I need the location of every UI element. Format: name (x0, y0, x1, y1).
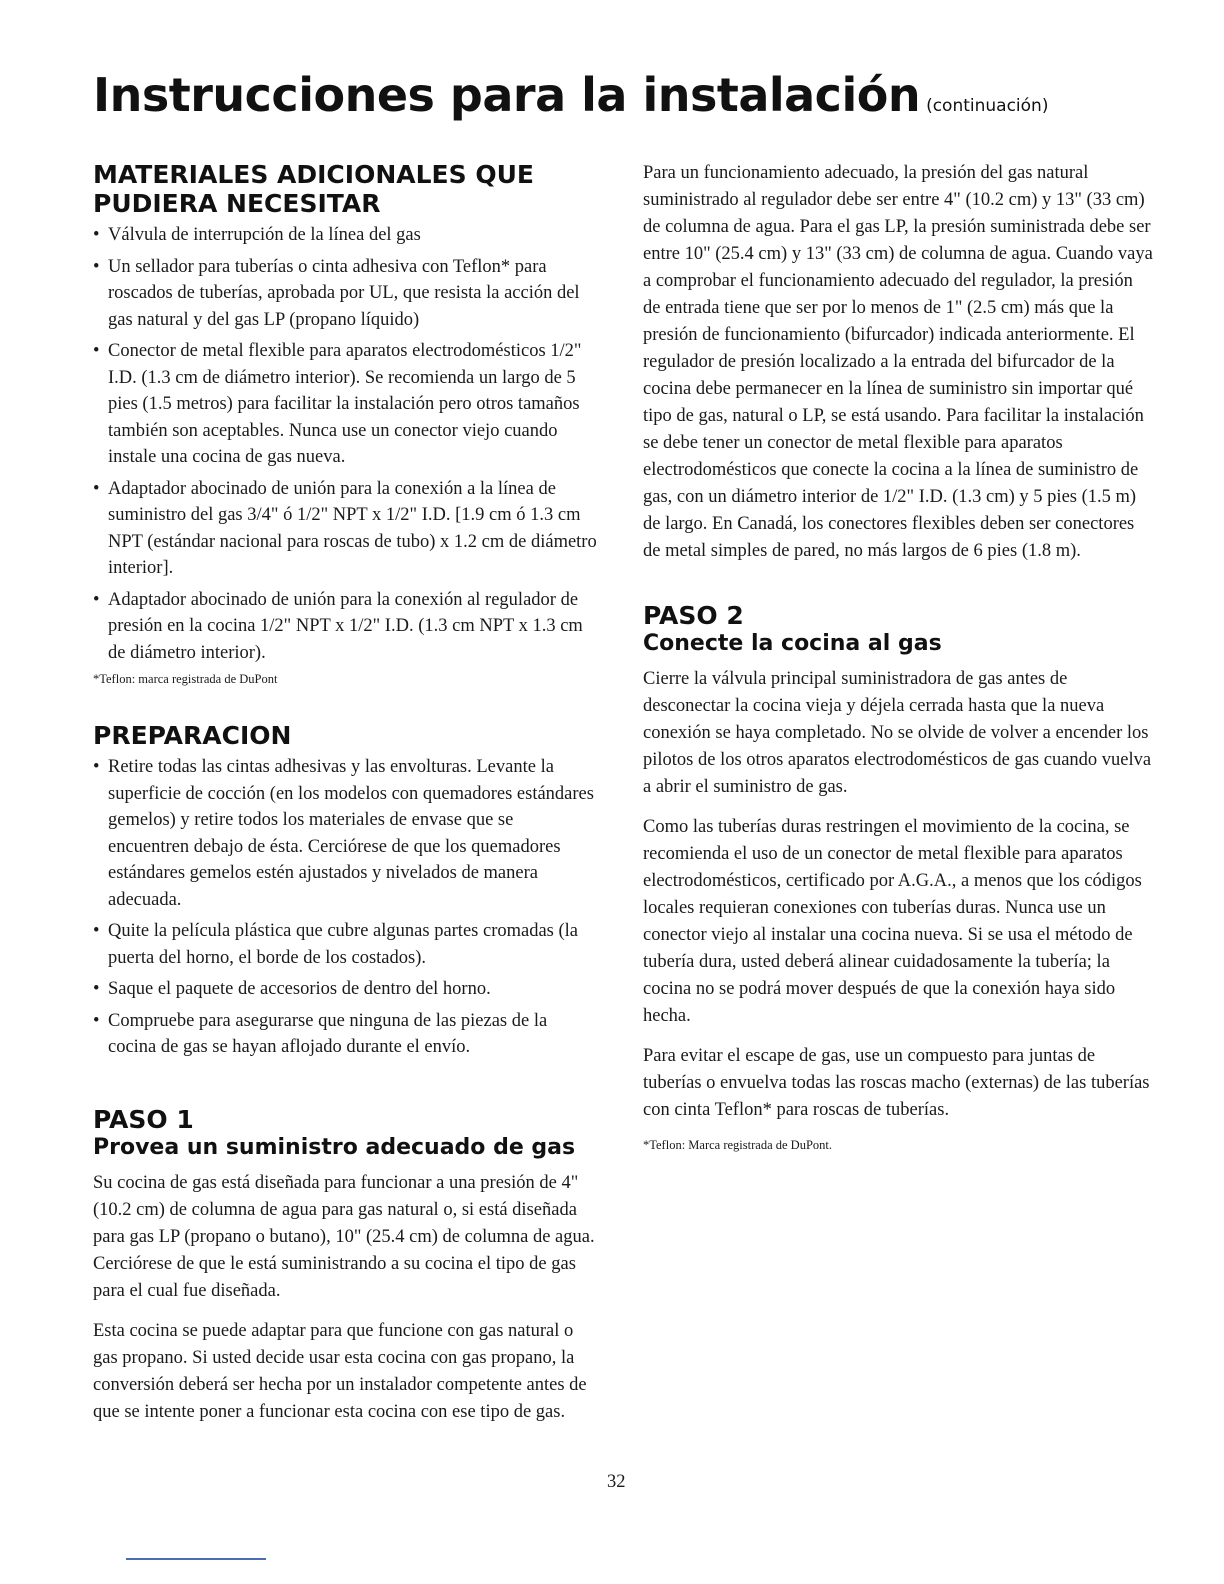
list-item: • Compruebe para asegurarse que ninguna de las piezas de la cocina de gas se hayan aflojado durante el envío. (93, 1008, 598, 1061)
teflon-footnote: *Teflon: Marca registrada de DuPont. (643, 1138, 832, 1152)
left-column (93, 160, 598, 1439)
section-paso-2 (643, 601, 1153, 1153)
list-item: • Saque el paquete de accesorios de dentro del horno. (93, 976, 598, 1003)
page-title (93, 68, 1048, 122)
paso-2-heading: PASO 2 (643, 601, 744, 630)
page-title-main: Instrucciones para la instalación (93, 68, 921, 122)
list-item: • Retire todas las cintas adhesivas y las envolturas. Levante la superficie de cocción (en los modelos con quemadores estándares gemelos) y retire todos los materiales de envase que se encuentren debajo de ésta. Cerciórese de que los quemadores estándares gemelos estén ajustados y nivelados de manera adecuada. (93, 754, 598, 913)
section-materiales (93, 160, 598, 687)
paso-1-heading: PASO 1 (93, 1104, 194, 1134)
preparacion-list (93, 754, 598, 1061)
section-preparacion (93, 721, 598, 1061)
paragraph: Cierre la válvula principal suministradora de gas antes de desconectar la cocina vieja y déjela cerrada hasta que la nueva conexión se haya completado. No se olvide de volver a encender los pilotos de los otros aparatos electrodomésticos de gas cuando vuelva a abrir el suministro de gas. (643, 669, 1152, 797)
teflon-footnote: *Teflon: marca registrada de DuPont (93, 672, 278, 686)
list-item: • Válvula de interrupción de la línea del gas (93, 222, 598, 249)
paragraph: Para un funcionamiento adecuado, la presión del gas natural suministrado al regulador debe ser entre 4" (10.2 cm) y 13" (33 cm) de columna de agua. Para el gas LP, la presión suministrada debe ser entre 10" (25.4 cm) y 13" (33 cm) de columna de agua. Cuando vaya a comprobar el funcionamiento adecuado del regulador, la presión de entrada tiene que ser por lo menos de 1" (2.5 cm) más que la presión de funcionamiento (bifurcador) indicada anteriormente. El regulador de presión localizado a la entrada del bifurcador de la cocina debe permanecer en la línea de suministro sin importar qué tipo de gas, natural o LP, se está usando. Para facilitar la instalación se debe tener un conector de metal flexible para aparatos electrodomésticos que conecte la cocina a la línea de suministro de gas, con un diámetro interior de 1/2" I.D. (1.3 cm) y 5 pies (1.5 m) de largo. En Canadá, los conectores flexibles deben ser conectores de metal simples de pared, no más largos de 6 pies (1.8 m). (643, 163, 1153, 561)
paragraph: Esta cocina se puede adaptar para que funcione con gas natural o gas propano. Si usted decide usar esta cocina con gas propano, la conversión deberá ser hecha por un instalador competente antes de que se intente poner a funcionar esta cocina con ese tipo de gas. (93, 1320, 587, 1422)
list-item: • Conector de metal flexible para aparatos electrodomésticos 1/2" I.D. (1.3 cm de diámetro interior). Se recomienda un largo de 5 pies (1.5 metros) para facilitar la instalación pero otros tamaños también son aceptables. Nunca use un conector viejo cuando instale una cocina de gas nueva. (93, 338, 598, 471)
paragraph: Su cocina de gas está diseñada para funcionar a una presión de 4" (10.2 cm) de columna de agua para gas natural o, si está diseñada para gas LP (propano o butano), 10" (25.4 cm) de columna de agua. Cerciórese de que le está suministrando a su cocina el tipo de gas para el cual fue diseñada. (93, 1172, 595, 1301)
materiales-heading: MATERIALES ADICIONALES QUE PUDIERA NECESITAR (93, 160, 534, 218)
preparacion-heading: PREPARACION (93, 721, 292, 750)
paragraph: Como las tuberías duras restringen el movimiento de la cocina, se recomienda el uso de un conector de metal flexible para aparatos electrodomésticos, certificado por A.G.A., a menos que los códigos locales requieran conexiones con tuberías duras. Nunca use un conector viejo al instalar una cocina nueva. Si se usa el método de tubería dura, usted deberá alinear cuidadosamente la tubería; la cocina no se podrá mover después de que la conexión haya sido hecha. (643, 817, 1142, 1026)
paso-2-subheading: Conecte la cocina al gas (643, 631, 942, 656)
materiales-list (93, 222, 598, 666)
paragraph: Para evitar el escape de gas, use un compuesto para juntas de tuberías o envuelva todas las roscas macho (externas) de las tuberías con cinta Teflon* para roscas de tuberías. (643, 1046, 1150, 1120)
list-item: • Quite la película plástica que cubre algunas partes cromadas (la puerta del horno, el borde de los costados). (93, 918, 598, 971)
page-number: 32 (607, 1472, 626, 1492)
list-item: • Adaptador abocinado de unión para la conexión a la línea de suministro del gas 3/4" ó 1/2" NPT x 1/2" I.D. [1.9 cm ó 1.3 cm NPT (estándar nacional para roscas de tubo) x 1.2 cm de diámetro interior]. (93, 476, 598, 582)
section-paso-1 (93, 1105, 598, 1426)
right-column (643, 160, 1153, 1153)
paso-1-subheading: Provea un suministro adecuado de gas (93, 1134, 576, 1160)
divider (126, 1558, 266, 1560)
page-title-subtitle: (continuación) (926, 96, 1049, 116)
list-item: • Adaptador abocinado de unión para la conexión al regulador de presión en la cocina 1/2" NPT x 1/2" I.D. (1.3 cm NPT x 1.3 cm de diámetro interior). (93, 587, 598, 667)
list-item: • Un sellador para tuberías o cinta adhesiva con Teflon* para roscados de tuberías, aprobada por UL, que resista la acción del gas natural y del gas LP (propano líquido) (93, 254, 598, 334)
